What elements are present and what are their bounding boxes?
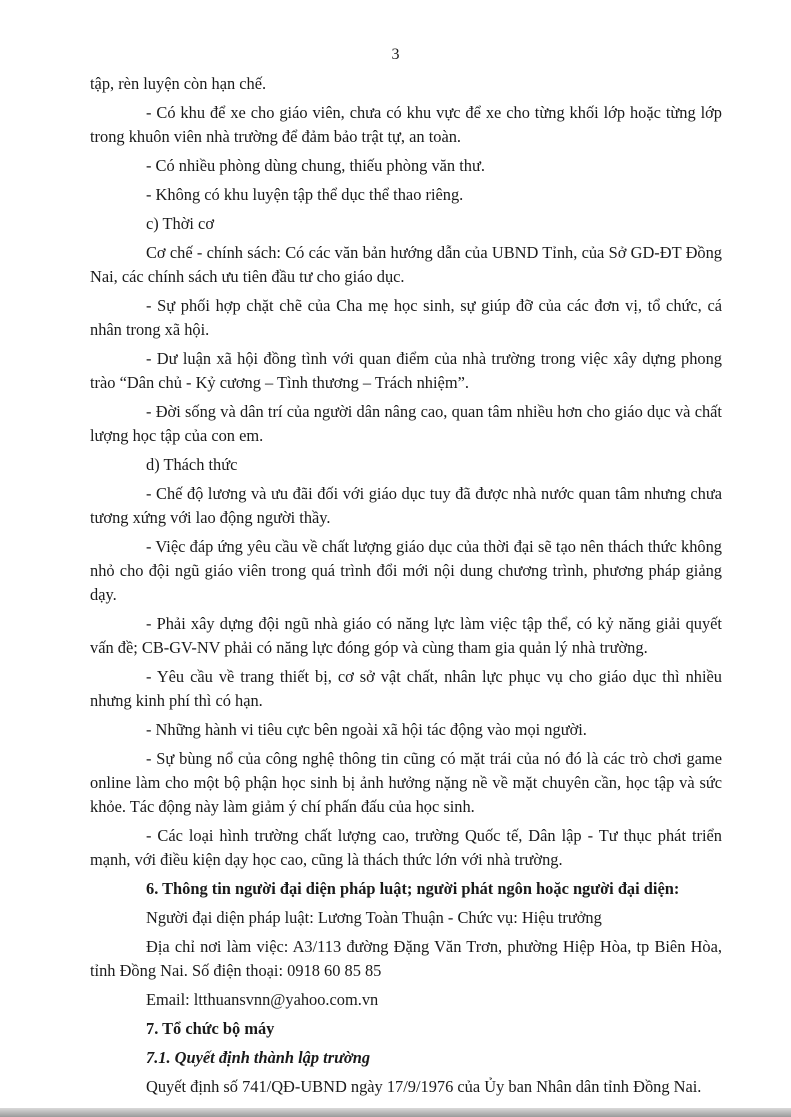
paragraph: - Có nhiều phòng dùng chung, thiếu phòng văn thư.: [146, 156, 485, 175]
paragraph: - Dư luận xã hội đồng tình với quan điểm của nhà trường trong việc xây dựng phong trào “Dân chủ - Kỷ cương – Tình thương – Trách nhiệm”.: [90, 349, 722, 392]
scan-bottom-edge: [0, 1108, 791, 1117]
paragraph: Cơ chế - chính sách: Có các văn bản hướng dẫn của UBND Tỉnh, của Sở GD-ĐT Đồng Nai, các chính sách ưu tiên đầu tư cho giáo dục.: [90, 243, 722, 286]
paragraph: - Những hành vi tiêu cực bên ngoài xã hội tác động vào mọi người.: [146, 720, 587, 739]
paragraph: - Sự phối hợp chặt chẽ của Cha mẹ học sinh, sự giúp đỡ của các đơn vị, tổ chức, cá nhân trong xã hội.: [90, 296, 722, 339]
section-7-1-heading: 7.1. Quyết định thành lập trường: [146, 1048, 371, 1067]
paragraph: - Đời sống và dân trí của người dân nâng cao, quan tâm nhiều hơn cho giáo dục và chất lượng học tập của con em.: [90, 402, 722, 445]
paragraph: - Các loại hình trường chất lượng cao, trường Quốc tế, Dân lập - Tư thục phát triển mạnh, với điều kiện dạy học cao, cũng là thách thức lớn với nhà trường.: [90, 826, 722, 869]
legal-representative: Người đại diện pháp luật: Lương Toàn Thuận - Chức vụ: Hiệu trưởng: [146, 908, 602, 927]
section-7-heading: 7. Tổ chức bộ máy: [146, 1019, 275, 1038]
work-address: Địa chỉ nơi làm việc: A3/113 đường Đặng Văn Trơn, phường Hiệp Hòa, tp Biên Hòa, tỉnh Đồng Nai. Số điện thoại: 0918 60 85 85: [90, 937, 722, 980]
subsection-label-challenges: d) Thách thức: [146, 455, 238, 474]
paragraph: - Yêu cầu về trang thiết bị, cơ sở vật chất, nhân lực phục vụ cho giáo dục thì nhiều nhưng kinh phí thì có hạn.: [90, 667, 722, 710]
paragraph: - Việc đáp ứng yêu cầu về chất lượng giáo dục của thời đại sẽ tạo nên thách thức không nhỏ cho đội ngũ giáo viên trong quá trình đổi mới nội dung chương trình, phương pháp giảng dạy.: [90, 537, 722, 604]
establishment-decision: Quyết định số 741/QĐ-UBND ngày 17/9/1976 của Ủy ban Nhân dân tỉnh Đồng Nai.: [146, 1077, 702, 1096]
paragraph: - Có khu để xe cho giáo viên, chưa có khu vực để xe cho từng khối lớp hoặc từng lớp trong khuôn viên nhà trường để đảm bảo trật tự, an toàn.: [90, 103, 722, 146]
email: Email: ltthuansvnn@yahoo.com.vn: [146, 990, 379, 1009]
page-number: 3: [391, 46, 400, 63]
paragraph: - Không có khu luyện tập thể dục thể thao riêng.: [146, 185, 464, 204]
paragraph: - Chế độ lương và ưu đãi đối với giáo dục tuy đã được nhà nước quan tâm nhưng chưa tương xứng với lao động người thầy.: [90, 484, 722, 527]
subsection-label-opportunities: c) Thời cơ: [146, 214, 215, 233]
paragraph: - Sự bùng nổ của công nghệ thông tin cũng có mặt trái của nó đó là các trò chơi game online làm cho một bộ phận học sinh bị ảnh hưởng nặng nề về mặt chuyên cần, học tập và sức khỏe. Tác động này làm giảm ý chí phấn đấu của học sinh.: [90, 749, 722, 816]
section-6-heading: 6. Thông tin người đại diện pháp luật; người phát ngôn hoặc người đại diện:: [146, 879, 680, 898]
paragraph: - Phải xây dựng đội ngũ nhà giáo có năng lực làm việc tập thể, có kỷ năng giải quyết vấn đề; CB-GV-NV phải có năng lực đóng góp và cùng tham gia quản lý nhà trường.: [90, 614, 722, 657]
paragraph: tập, rèn luyện còn hạn chế.: [90, 74, 267, 93]
document-body: [90, 72, 722, 1104]
